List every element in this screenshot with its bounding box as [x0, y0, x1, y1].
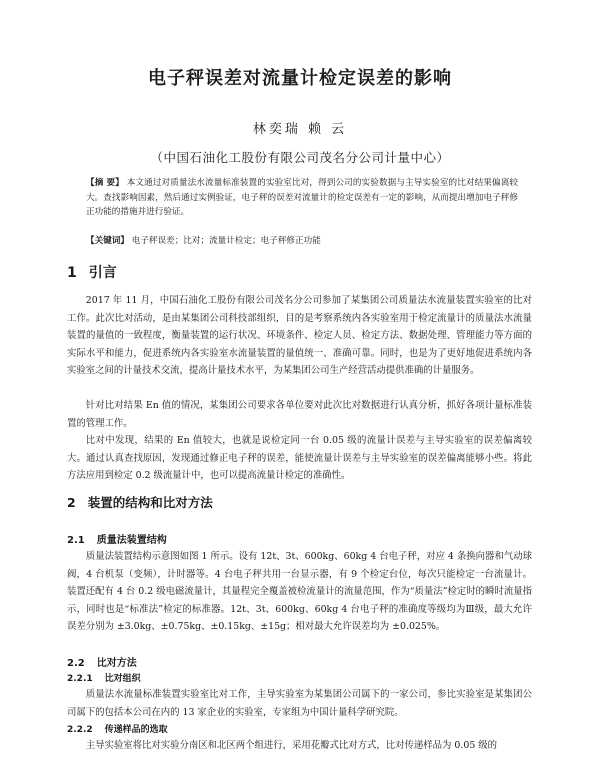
- abstract-label: 【摘 要】: [86, 178, 124, 188]
- paper-affiliation: （中国石油化工股份有限公司茂名分公司计量中心）: [150, 150, 450, 165]
- paragraph-intro-2: 针对比对结果 En 值的情况，某集团公司要求各单位要对此次比对数据进行认真分析，抓好各项计量标准装置的管理工作。: [67, 400, 532, 429]
- section-heading-intro: [67, 262, 117, 282]
- keywords: [86, 234, 518, 246]
- subsubsection-heading-organization: [67, 671, 141, 684]
- section-title: 质量法装置结构: [96, 535, 167, 546]
- paragraph-intro-1: 2017 年 11 月，中国石油化工股份有限公司茂名分公司参加了某集团公司质量法水流量装置实验室的比对工作。此次比对活动，是由某集团公司科技部组织，目的是考察系统内各实验室用于检定流量计的质量法水流量装置的量值的一致程度，衡量装置的运行状况、环境条件、检定人员、检定方法、数据处理、管理能力等方面的实际水平和能力，促进系统内各实验室水流量装置的量值统一、准确可靠。同时，也是为了更好地促进系统内各实验室之间的计量技术交流，提高计量技术水平，为某集团公司生产经营活动提供准确的计量服务。: [67, 295, 532, 377]
- paragraph-organization: 质量法水流量标准装置实验室比对工作，主导实验室为某集团公司属下的一家公司，参比实验室是某集团公司属下的包括本公司在内的 13 家企业的实验室，专家组为中国计量科学研究院。: [67, 689, 532, 718]
- paragraph-structure: 质量法装置结构示意图如图 1 所示。设有 12t、3t、600kg、60kg 4 台电子秤，对应 4 条换向器和气动球阀，4 台机泵（变频），计时器等。4 台电子秤共用一台显示器，有 9 个检定台位，每次只能检定一台流量计。装置还配有 4 台 0.2 级电磁流量计，其量程完全覆盖被检流量计的流量范围，作为“质量法”检定时的瞬时流量指示，同时也是“标准法”检定的标准器。12t、3t、600kg、60kg 4 台电子秤的准确度等级均为Ⅲ级，最大允许误差分别为 ±3.0kg、±0.75kg、±0.15kg、±15g；相对最大允许误差均为 ±0.025%。: [67, 551, 532, 633]
- section-number: 2.1: [67, 535, 85, 546]
- paragraph-intro-3: 比对中发现，结果的 En 值较大，也就是说检定同一台 0.05 级的流量计误差与主导实验室的误差偏离较大。通过认真查找原因，发现通过修正电子秤的误差，能使流量计误差与主导实验室的误差偏离能够小些。将此方法应用到检定 0.2 级流量计中，也可以提高流量计检定的准确性。: [67, 435, 532, 482]
- section-number: 2.2: [67, 658, 85, 669]
- abstract-text: 本文通过对质量法水流量标准装置的实验室比对，得到公司的实验数据与主导实验室的比对结果偏离较大。查找影响因素，然后通过实例验证，电子秤的误差对流量计的检定误差有一定的影响，从而提出增加电子秤修正功能的措施并进行验证。: [86, 178, 518, 217]
- keywords-text: 电子秤误差；比对；流量计检定；电子秤修正功能: [131, 236, 321, 246]
- abstract: [86, 176, 518, 220]
- subsection-heading-method: [67, 654, 137, 669]
- section-heading-structure: [67, 493, 213, 511]
- section-number: 2: [67, 495, 76, 510]
- section-title: 引言: [88, 265, 117, 281]
- paragraph-samples: 主导实验室将比对实验分南区和北区两个组进行，采用花瓣式比对方式，比对传递样品为 0.05 级的: [85, 740, 498, 751]
- subsection-heading-structure: [67, 531, 167, 546]
- section-number: 2.2.1: [67, 674, 93, 684]
- section-title: 比对方法: [96, 658, 137, 669]
- section-title: 比对组织: [104, 674, 141, 684]
- section-title: 装置的结构和比对方法: [87, 495, 213, 510]
- section-title: 传递样品的选取: [104, 725, 168, 735]
- section-number: 1: [67, 265, 77, 281]
- keywords-label: 【关键词】: [86, 236, 129, 246]
- paper-title: 电子秤误差对流量计检定误差的影响: [148, 68, 452, 89]
- paper-authors: 林奕瑞 赖 云: [252, 122, 348, 137]
- subsubsection-heading-samples: [67, 722, 168, 735]
- section-number: 2.2.2: [67, 725, 93, 735]
